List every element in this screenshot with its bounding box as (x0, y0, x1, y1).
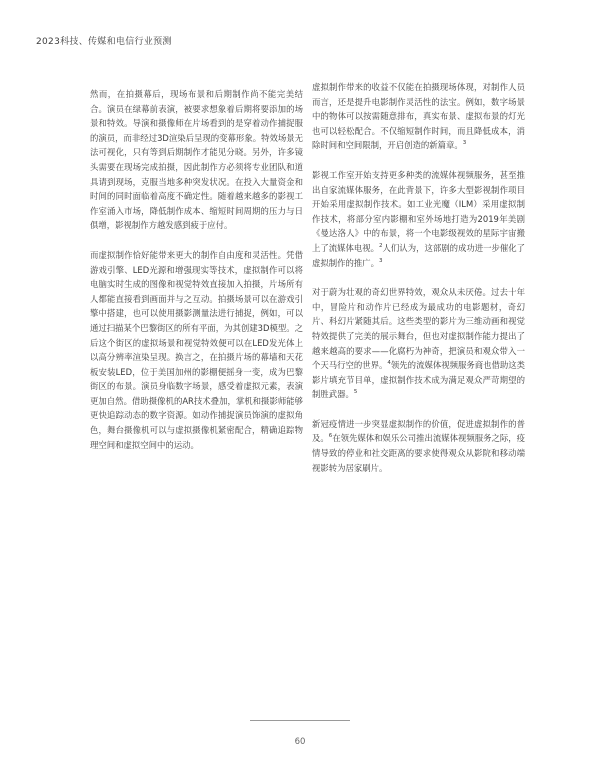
paragraph: 影视工作室开始支持更多种类的流媒体视频服务，甚至推出自家流媒体服务，在此背景下，许多大型影视制作项目开始采用虚拟制作技术。如工业光魔（ILM）采用虚拟制作技术，将部分室内影棚和室外场地打造为2019年美剧《曼达洛人》中的布景，将一个电影级视效的星际宇宙搬上了流媒体电视。$^2$人们认为，这部剧的成功进一步催化了虚拟制作的推广。$^3$ (312, 169, 526, 268)
footnote-ref[interactable]: 6 (328, 433, 333, 440)
paragraph: 对于蔚为壮观的奇幻世界特效，观众从未厌倦。过去十年中，冒险片和动作片已经成为最成功的电影题材，奇幻片、科幻片紧随其后。这些类型的影片为三维动画和视觉特效提供了完美的展示舞台，但也对虚拟制作能力提出了越来越高的要求——化腐朽为神奇，把演员和观众带入一个天马行空的世界。$^4$领先的流媒体视频服务商也借助这类影片填充节目单，虚拟制作技术成为满足观众严苛期望的制胜武器。$^5$ (312, 287, 526, 400)
footer-divider (250, 720, 350, 721)
paragraph: 新冠疫情进一步突显虚拟制作的价值，促进虚拟制作的普及。$^6$在领先媒体和娱乐公司推出流媒体视频服务之际，疫情导致的停业和社交距离的要求使得观众从影院和移动端视影转为居家刷片。 (312, 418, 526, 473)
footnote-ref[interactable]: 5 (353, 389, 358, 396)
page-number: 60 (294, 737, 306, 747)
footnote-ref[interactable]: 3 (379, 257, 383, 264)
footnote-ref[interactable]: 4 (387, 360, 391, 367)
footnote-ref[interactable]: 3 (462, 140, 467, 147)
paragraph: 然而，在拍摄幕后，现场布景和后期制作尚不能完美结合。演员在绿幕前表演，被要求想象着后期将要添加的场景和特效。导演和摄像师在片场看到的是穿着动作捕捉服的演员，而非经过3D渲染后呈现的变幕形象。特效场景无法可视化，只有等到后期制作才能见分晓。另外，许多镜头需要在现场完成拍摄，因此制作方必须将专业团队和道具请到现场，克服当地多种突发状况。在投入大量资金和时间的同时面临着高度不确定性。随着越来越多的影视工作室涌入市场，降低制作成本、缩短时间周期的压力与日俱增，影视制作方越发感到疲于应付。 (90, 89, 303, 231)
paragraph: 虚拟制作带来的收益不仅能在拍摄现场体现，对制作人员而言，还是提升电影制作灵活性的法宝。例如，数字场景中的物体可以按需随意排布，真实布景、虚拟布景的灯光也可以轻松配合。不仅缩短制作时间，而且降低成本，消除时间和空间限制，开启创造的新篇章。$^3$ (312, 82, 525, 151)
footnote-ref[interactable]: 2 (379, 243, 383, 250)
paragraph: 而虚拟制作恰好能带来更大的制作自由度和灵活性。凭借游戏引擎、LED光源和增强现实等技术，虚拟制作可以将电脑实时生成的图像和视觉特效直接加入拍摄，片场所有人都能直接看到画面并与之互动。拍摄场景可以在游戏引擎中搭建，也可以使用摄影测量法进行捕捉，例如，可以通过扫描某个巴黎街区的所有平面，为其创建3D模型。之后这个街区的虚拟场景和视觉特效便可以在LED发光体上以高分辨率渲染呈现。换言之，在拍摄片场的幕墙和天花板安装LED，位于美国加州的影棚便摇身一变，成为巴黎街区的布景。演员身临数字场景，感受着虚拟元素，表演更加自然。借助摄像机的AR技术叠加，掌机和摄影师能够更快追踪动态的数字资源。如动作捕捉演员饰演的虚拟角色，舞台摄像机可以与虚拟摄像机紧密配合，精确追踪物理空间和虚拟空间中的运动。 (90, 249, 303, 450)
report-header-title: 2023科技、传媒和电信行业预测 (36, 37, 172, 47)
left-column (90, 87, 303, 467)
right-column (312, 80, 525, 490)
